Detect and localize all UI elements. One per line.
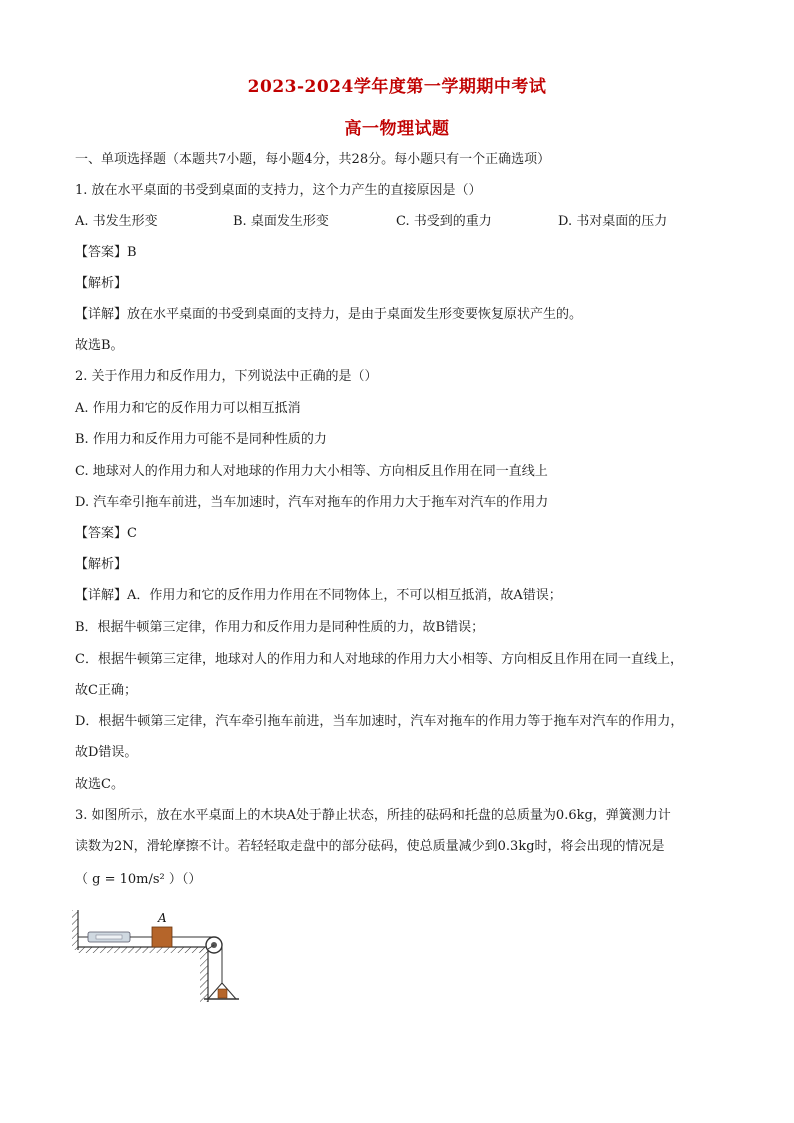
q1-option-d: D. 书对桌面的压力: [558, 214, 668, 229]
q2-detail-d: D．根据牛顿第三定律，汽车牵引拖车前进，当车加速时，汽车对拖车的作用力等于拖车对汽车的作用力，: [75, 714, 684, 729]
q2-option-b: B. 作用力和反作用力可能不是同种性质的力: [75, 432, 327, 447]
q2-detail-c: C．根据牛顿第三定律，地球对人的作用力和人对地球的作用力大小相等、方向相反且作用在同一直线上，: [75, 652, 683, 667]
table-surface: [78, 947, 208, 953]
q2-detail-d-cont: 故D错误。: [75, 745, 138, 760]
section-heading: 一、单项选择题（本题共7小题，每小题4分，共28分。每小题只有一个正确选项）: [75, 152, 551, 167]
exam-title: 2023-2024学年度第一学期期中考试: [247, 77, 547, 97]
q1-option-c: C. 书受到的重力: [396, 214, 492, 229]
q1-conclusion: 故选B。: [75, 338, 124, 353]
block-a: [152, 927, 172, 947]
q1-option-b: B. 桌面发生形变: [233, 214, 329, 229]
q2-answer: 【答案】C: [75, 526, 137, 541]
weight: [218, 989, 227, 998]
q2-option-d: D. 汽车牵引拖车前进，当车加速时，汽车对拖车的作用力大于拖车对汽车的作用力: [75, 495, 549, 510]
q1-detail: 【详解】放在水平桌面的书受到桌面的支持力，是由于桌面发生形变要恢复原状产生的。: [75, 307, 583, 322]
q2-conclusion: 故选C。: [75, 777, 124, 792]
table-edge: [200, 947, 208, 1002]
left-wall: [72, 910, 78, 950]
q2-detail-c-cont: 故C正确；: [75, 683, 137, 698]
block-a-label: A: [158, 911, 167, 925]
q3-stem-line1: 3. 如图所示，放在水平桌面上的木块A处于静止状态，所挂的砝码和托盘的总质量为0.6kg，弹簧测力计: [75, 808, 671, 823]
q2-detail-a: 【详解】A．作用力和它的反作用力作用在不同物体上，不可以相互抵消，故A错误；: [75, 588, 562, 603]
q2-analysis-label: 【解析】: [75, 557, 128, 572]
q2-option-c: C. 地球对人的作用力和人对地球的作用力大小相等、方向相反且作用在同一直线上: [75, 464, 548, 479]
q3-formula: （ g = 10m/s² ）（）: [75, 872, 202, 887]
q2-detail-b: B．根据牛顿第三定律，作用力和反作用力是同种性质的力，故B错误；: [75, 620, 485, 635]
q1-stem: 1. 放在水平桌面的书受到桌面的支持力，这个力产生的直接原因是（）: [75, 183, 482, 198]
q1-option-a: A. 书发生形变: [75, 214, 158, 229]
exam-subtitle: 高一物理试题: [344, 119, 450, 139]
q1-analysis-label: 【解析】: [75, 276, 128, 291]
q3-figure: [70, 905, 240, 1005]
q2-option-a: A. 作用力和它的反作用力可以相互抵消: [75, 401, 301, 416]
q2-stem: 2. 关于作用力和反作用力，下列说法中正确的是（）: [75, 369, 378, 384]
q3-stem-line2: 读数为2N，滑轮摩擦不计。若轻轻取走盘中的部分砝码，使总质量减少到0.3kg时，将会出现的情况是: [75, 839, 665, 854]
q1-answer: 【答案】B: [75, 245, 137, 260]
